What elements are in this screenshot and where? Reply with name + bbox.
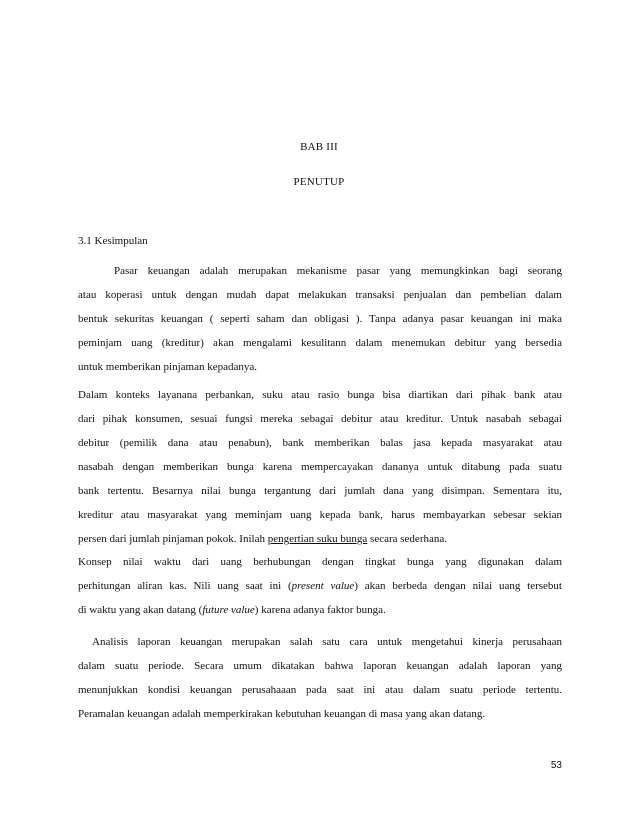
section-heading: 3.1 Kesimpulan	[78, 235, 148, 247]
paragraph-line: bentuk sekuritas keuangan ( seperti saham dan obligasi ). Tanpa adanya pasar keuangan ini maka	[78, 313, 562, 325]
line-text: di waktu yang akan datang (	[78, 604, 203, 616]
paragraph-pasar-keuangan	[78, 259, 562, 379]
paragraph-line	[78, 527, 562, 551]
paragraph-analisis-laporan	[78, 630, 562, 726]
paragraph-line: Peramalan keuangan adalah memperkirakan kebutuhan keuangan di masa yang akan datang.	[78, 708, 486, 720]
future-value-term: future value	[202, 604, 255, 616]
paragraph-line: debitur (pemilik dana atau penabun), bank memberikan balas jasa kepada masyarakat atau	[78, 437, 562, 449]
present-value-term: present value	[291, 580, 355, 592]
paragraph-line: dalam suatu periode. Secara umum dikatakan bahwa laporan keuangan adalah laporan yang	[78, 660, 562, 672]
paragraph-line	[78, 574, 562, 598]
line-text: persen dari jumlah pinjaman pokok. Inilah	[78, 533, 268, 545]
paragraph-line: Dalam konteks layanana perbankan, suku atau rasio bunga bisa diartikan dari pihak bank atau	[78, 389, 562, 401]
paragraph-line: menunjukkan kondisi keuangan perusahaaan pada saat ini atau dalam suatu periode tertentu.	[78, 684, 562, 696]
paragraph-line: Konsep nilai waktu dari uang berhubungan dengan tingkat bunga yang digunakan dalam	[78, 556, 562, 568]
paragraph-line: kreditur atau masyarakat yang meminjam uang kepada bank, harus membayarkan sebesar sekian	[78, 509, 562, 521]
line-text: perhitungan aliran kas. Nili uang saat ini (	[78, 580, 292, 592]
paragraph-line: dari pihak konsumen, sesuai fungsi mereka sebagai debitur atau kreditur. Untuk nasabah sebagai	[78, 413, 562, 425]
pengertian-suku-bunga-link[interactable]: pengertian suku bunga	[267, 533, 368, 545]
chapter-number: BAB III	[300, 141, 338, 153]
paragraph-line: untuk memberikan pinjaman kepadanya.	[78, 361, 257, 373]
line-text: ) karena adanya faktor bunga.	[254, 604, 386, 616]
chapter-title: PENUTUP	[293, 176, 345, 188]
paragraph-line: nasabah dengan memberikan bunga karena mempercayakan dananya untuk ditabung pada suatu	[78, 461, 562, 473]
paragraph-line: atau koperasi untuk dengan mudah dapat melakukan transaksi penjualan dan pembelian dalam	[78, 289, 562, 301]
line-text: ) akan berbeda dengan nilai uang tersebut	[354, 580, 562, 592]
paragraph-suku-bunga	[78, 383, 562, 551]
page-number: 53	[550, 760, 562, 771]
paragraph-line: Pasar keuangan adalah merupakan mekanisme pasar yang memungkinkan bagi seorang	[114, 265, 562, 277]
paragraph-line: bank tertentu. Besarnya nilai bunga tergantung dari jumlah dana yang disimpan. Sementara itu,	[78, 485, 562, 497]
paragraph-line: Analisis laporan keuangan merupakan salah satu cara untuk mengetahui kinerja perusahaan	[92, 636, 562, 648]
paragraph-nilai-waktu	[78, 550, 562, 622]
paragraph-line	[78, 598, 562, 622]
line-text: secara sederhana.	[367, 533, 447, 545]
paragraph-line: peminjam uang (kreditur) akan mengalami kesulitann dalam menemukan debitur yang bersedia	[78, 337, 562, 349]
